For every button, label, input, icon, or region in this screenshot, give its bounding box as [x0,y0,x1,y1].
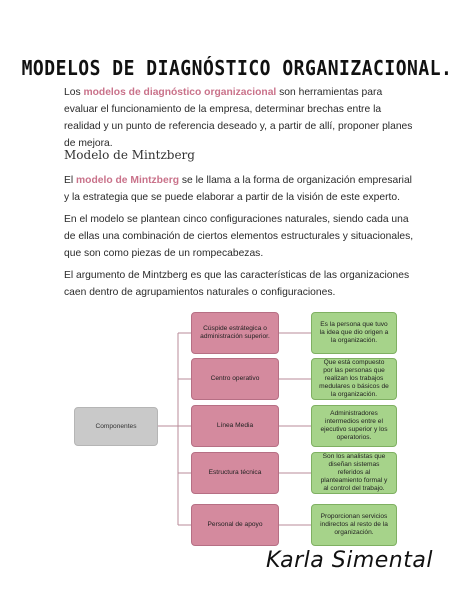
component-node-3: Línea Media [191,405,279,447]
description-node-5: Proporcionan servicios indirectos al resto de la organización. [311,504,397,546]
page-title: MODELOS DE DIAGNÓSTICO ORGANIZACIONAL. [21,56,453,81]
configurations-paragraph: En el modelo se plantean cinco configuraciones naturales, siendo cada una de ellas una combinación de ciertos elementos estructurales y situacionales, que son como piezas de un rompecabezas. [64,214,414,259]
para1-post: se le llama a la forma de organización empresarial y la estrategia que se puede elaborar a partir de la visión de este experto. [64,175,412,203]
diagram-root-node: Componentes [74,407,158,446]
argument-paragraph: El argumento de Mintzberg es que las características de las organizaciones caen dentro de agrupamientos naturales o configuraciones. [64,270,410,298]
section-heading: Modelo de Mintzberg [64,148,195,162]
description-node-4: Son los analistas que diseñan sistemas referidos al planteamiento formal y al control del trabajo. [311,452,397,494]
description-node-3: Administradores intermedios entre el ejecutivo superior y los operatorios. [311,405,397,447]
component-node-5: Personal de apoyo [191,504,279,546]
author-signature: Karla Simental [266,548,433,573]
para1-pre: El [64,175,77,186]
intro-highlight: modelos de diagnóstico organizacional [83,87,277,98]
intro-pre: Los [64,87,84,98]
para1-highlight: modelo de Mintzberg [76,175,180,186]
component-node-1: Cúspide estrátegica o administración superior. [191,312,279,354]
description-node-2: Que está compuesto por las personas que realizan los trabajos medulares o básicos de la organización. [311,358,397,400]
component-node-2: Centro operativo [191,358,279,400]
intro-post: son herramientas para evaluar el funcionamiento de la empresa, determinar brechas entre la realidad y un punto de referencia deseado y, a partir de allí, proponer planes de mejora. [64,87,413,149]
component-node-4: Estructura técnica [191,452,279,494]
description-node-1: Es la persona que tuvo la idea que dio origen a la organización. [311,312,397,354]
